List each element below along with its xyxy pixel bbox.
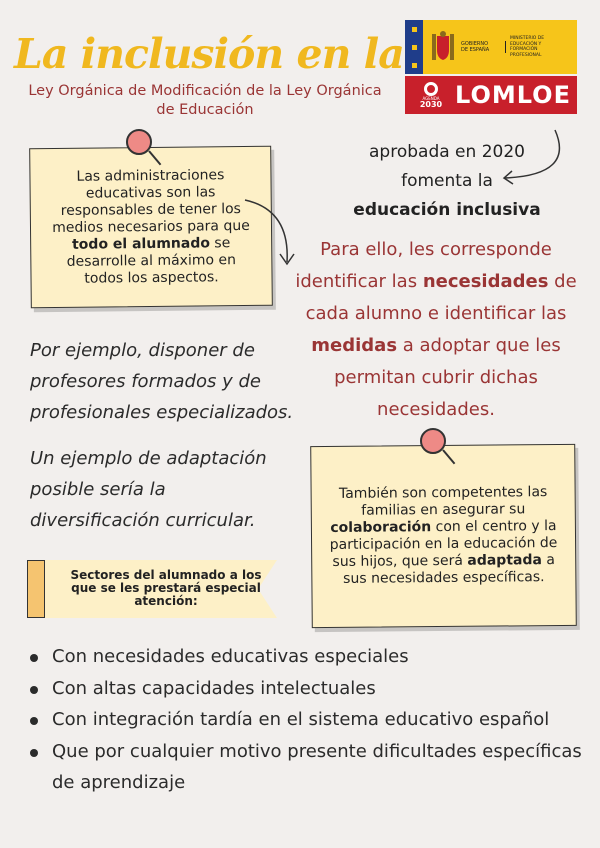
colaboracion-bold: colaboración: [330, 519, 432, 536]
medidas-bold: medidas: [311, 335, 398, 356]
adaptada-bold: adaptada: [467, 552, 542, 569]
ministerio-label: MINISTERIO DE EDUCACIÓN Y FORMACIÓN PROFESIONAL: [510, 36, 545, 58]
gobierno-line1: GOBIERNO: [461, 41, 489, 47]
aprobada-line2: fomenta la: [401, 171, 493, 191]
note-familias-text: También son competentes las familias en asegurar su colaboración con el centro y la participación en la educación de sus hijos, que será adaptada a sus necesidades específicas.: [329, 484, 558, 587]
page-title: La inclusión en la: [14, 30, 404, 78]
curved-arrow-icon: [505, 130, 559, 178]
page-subtitle: Ley Orgánica de Modificación de la Ley Orgánica de Educación: [28, 83, 382, 118]
agenda-label: AGENDA: [422, 95, 440, 101]
ejemplo-adaptacion: Un ejemplo de adaptación posible sería la diversificación curricular.: [30, 448, 267, 531]
note1-text-a: Las administraciones educativas son las responsables de tener los medios necesarios para que: [52, 166, 250, 236]
gobierno-line2: DE ESPAÑA: [461, 47, 490, 53]
curved-arrow-icon: [245, 200, 287, 262]
note1-bold: todo el alumnado: [71, 234, 211, 253]
list-item: Con altas capacidades intelectuales: [24, 673, 584, 705]
aprobada-line1: aprobada en 2020: [369, 142, 525, 162]
lomloe-label: LOMLOE: [455, 81, 571, 109]
banner-text: Sectores del alumnado a los que se les prestará especial atención:: [70, 568, 262, 608]
aprobada-line3: educación inclusiva: [353, 200, 541, 220]
ejemplo-profesores: Por ejemplo, disponer de profesores formados y de profesionales especializados.: [30, 340, 294, 423]
list-item: Con necesidades educativas especiales: [24, 641, 584, 673]
corresponde-text: Para ello, les corresponde identificar las necesidades de cada alumno e identificar las medidas a adoptar que les permitan cubrir dichas necesidades.: [295, 239, 577, 420]
list-item: Que por cualquier motivo presente dificultades específicas de aprendizaje: [24, 736, 584, 799]
note1-text-b: se desarrolle al máximo en todos los aspectos.: [66, 234, 237, 287]
list-item: Con integración tardía en el sistema educativo español: [24, 704, 584, 736]
agenda-year: 2030: [419, 99, 443, 109]
necesidades-bold: necesidades: [422, 271, 549, 292]
